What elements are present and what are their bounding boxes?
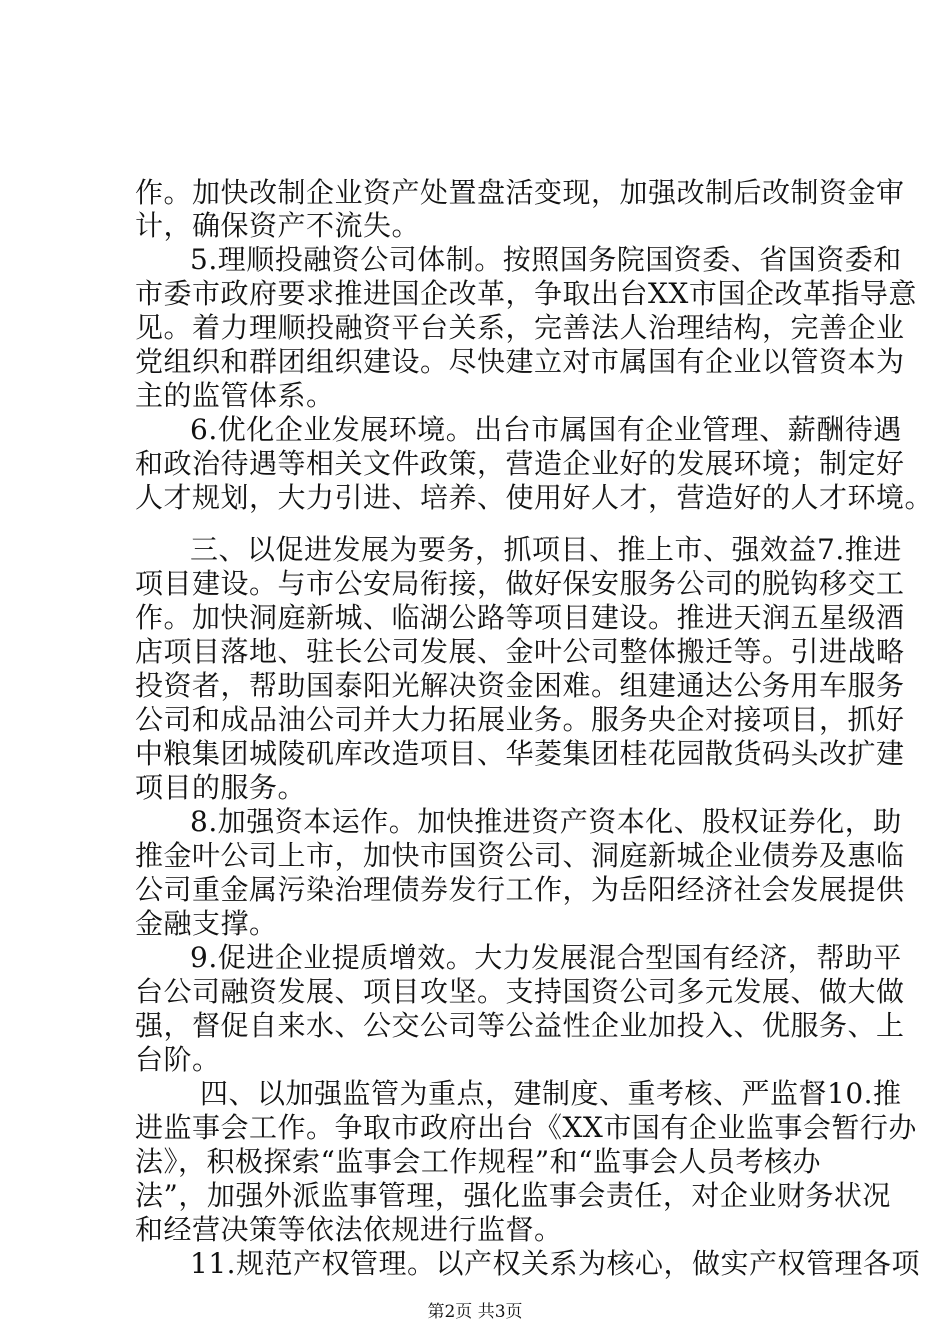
text-line: 店项目落地、驻长公司发展、金叶公司整体搬迁等。引进战略: [135, 635, 905, 668]
text-line: 人才规划，大力引进、培养、使用好人才，营造好的人才环境。: [135, 481, 934, 514]
text-line: 强，督促自来水、公交公司等公益性企业加投入、优服务、上: [135, 1009, 905, 1042]
text-line: 市委市政府要求推进国企改革，争取出台XX市国企改革指导意: [135, 277, 917, 310]
text-line: 项目的服务。: [135, 771, 307, 804]
text-line: 法”，加强外派监事管理，强化监事会责任，对企业财务状况: [135, 1179, 891, 1212]
text-line: 进监事会工作。争取市政府出台《XX市国有企业监事会暂行办: [135, 1111, 917, 1144]
text-line: 公司和成品油公司并大力拓展业务。服务央企对接项目，抓好: [135, 703, 905, 736]
text-line: 法》，积极探索“监事会工作规程”和“监事会人员考核办: [135, 1145, 821, 1178]
text-line: 党组织和群团组织建设。尽快建立对市属国有企业以管资本为: [135, 345, 905, 378]
text-line: 主的监管体系。: [135, 379, 335, 412]
text-line: 台公司融资发展、项目攻坚。支持国资公司多元发展、做大做: [135, 975, 905, 1008]
text-line: 公司重金属污染治理债券发行工作，为岳阳经济社会发展提供: [135, 873, 905, 906]
text-line: 金融支撑。: [135, 907, 278, 940]
text-line: 推金叶公司上市，加快市国资公司、洞庭新城企业债券及惠临: [135, 839, 905, 872]
page-footer: 第2页 共3页: [427, 1302, 523, 1322]
text-line: 作。加快改制企业资产处置盘活变现，加强改制后改制资金审: [135, 176, 905, 209]
text-line: 5.理顺投融资公司体制。按照国务院国资委、省国资委和: [190, 243, 902, 276]
text-line: 中粮集团城陵矶库改造项目、华菱集团桂花园散货码头改扩建: [135, 737, 905, 770]
text-line: 8.加强资本运作。加快推进资产资本化、股权证券化，助: [190, 805, 902, 838]
text-line: 见。着力理顺投融资平台关系，完善法人治理结构，完善企业: [135, 311, 905, 344]
text-line: 6.优化企业发展环境。出台市属国有企业管理、薪酬待遇: [190, 413, 902, 446]
text-line: 和政治待遇等相关文件政策，营造企业好的发展环境；制定好: [135, 447, 905, 480]
text-line: 投资者，帮助国泰阳光解决资金困难。组建通达公务用车服务: [135, 669, 905, 702]
text-line: 台阶。: [135, 1043, 221, 1076]
text-line: 和经营决策等依法依规进行监督。: [135, 1213, 563, 1246]
text-line: 11.规范产权管理。以产权关系为核心，做实产权管理各项: [190, 1247, 921, 1280]
text-line: 四、以加强监管为重点，建制度、重考核、严监督10.推: [200, 1077, 902, 1110]
text-line: 计，确保资产不流失。: [135, 209, 421, 242]
text-line: 9.促进企业提质增效。大力发展混合型国有经济，帮助平: [190, 941, 902, 974]
text-line: 项目建设。与市公安局衔接，做好保安服务公司的脱钩移交工: [135, 567, 905, 600]
text-line: 三、以促进发展为要务，抓项目、推上市、强效益7.推进: [190, 533, 902, 566]
text-line: 作。加快洞庭新城、临湖公路等项目建设。推进天润五星级酒: [135, 601, 905, 634]
